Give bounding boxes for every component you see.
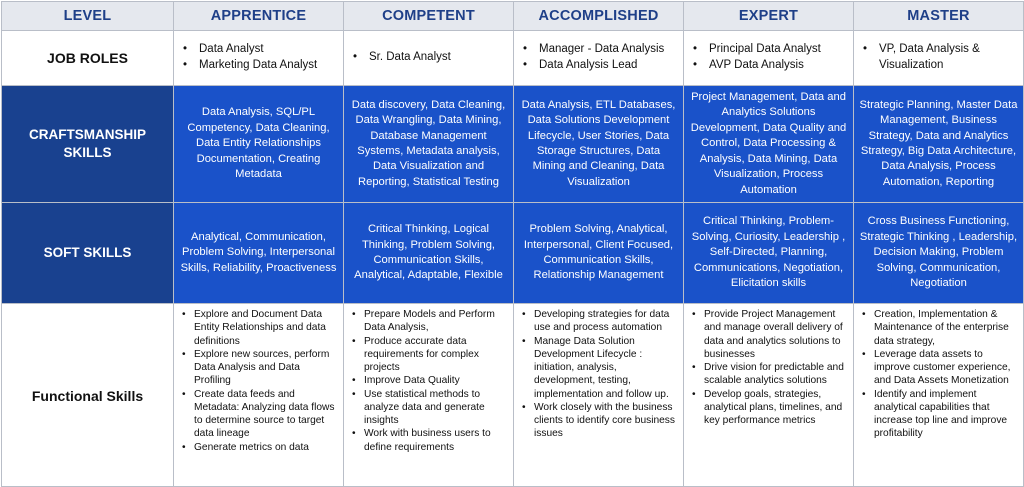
- functional-competent: [344, 304, 514, 487]
- functional-expert: [684, 304, 854, 487]
- header-competent: COMPETENT: [344, 2, 514, 31]
- soft-skills-apprentice: Analytical, Communication, Problem Solving, Interpersonal Skills, Reliability, Proactiveness: [174, 203, 344, 304]
- functional-accomplished: [514, 304, 684, 487]
- soft-skills-label: SOFT SKILLS: [2, 203, 174, 304]
- craftsmanship-expert: Project Management, Data and Analytics Solutions Development, Data Quality and Control, Data Processing & Analysis, Data Mining, Data Visualization, Process Automation: [684, 86, 854, 203]
- list-item: • Work closely with the business clients to identify core business issues: [534, 401, 678, 441]
- job-roles-list: [349, 50, 508, 65]
- functional-master: [854, 304, 1024, 487]
- header-master: MASTER: [854, 2, 1024, 31]
- list-item: • VP, Data Analysis & Visualization: [879, 42, 1018, 72]
- soft-skills-master: Cross Business Functioning, Strategic Thinking , Leadership, Decision Making, Problem Solving, Communication, Negotiation: [854, 203, 1024, 304]
- level-header: LEVEL: [2, 2, 174, 31]
- list-item: • Provide Project Management and manage overall delivery of data and analytics solutions to businesses: [704, 308, 848, 361]
- job-roles-master: [854, 31, 1024, 86]
- functional-skills-row: [2, 304, 1024, 487]
- list-item: • Manage Data Solution Development Lifecycle : initiation, analysis, development, testing, implementation and follow up.: [534, 335, 678, 401]
- craftsmanship-competent: Data discovery, Data Cleaning, Data Wrangling, Data Mining, Database Management Systems, Metadata analysis, Data Visualization and Reporting, Statistical Testing: [344, 86, 514, 203]
- job-roles-row: [2, 31, 1024, 86]
- functional-list: [179, 308, 338, 454]
- craftsmanship-label: [2, 86, 174, 203]
- list-item: • Principal Data Analyst: [709, 42, 848, 57]
- list-item: • Generate metrics on data: [194, 441, 338, 454]
- job-roles-apprentice: [174, 31, 344, 86]
- skills-matrix-table: [1, 1, 1024, 487]
- soft-skills-competent: Critical Thinking, Logical Thinking, Problem Solving, Communication Skills, Analytical, Adaptable, Flexible: [344, 203, 514, 304]
- job-roles-list: [179, 42, 338, 73]
- list-item: • AVP Data Analysis: [709, 58, 848, 73]
- craftsmanship-label-line1: CRAFTSMANSHIP: [29, 126, 146, 142]
- list-item: • Data Analysis Lead: [539, 58, 678, 73]
- list-item: • Use statistical methods to analyze data and generate insights: [364, 388, 508, 428]
- list-item: • Creation, Implementation & Maintenance of the enterprise data strategy,: [874, 308, 1018, 348]
- header-apprentice: APPRENTICE: [174, 2, 344, 31]
- craftsmanship-master: Strategic Planning, Master Data Management, Business Strategy, Data and Analytics Strategy, Big Data Architecture, Data Analysis, Process Automation, Reporting: [854, 86, 1024, 203]
- craftsmanship-row: [2, 86, 1024, 203]
- functional-list: [689, 308, 848, 427]
- list-item: • Produce accurate data requirements for complex projects: [364, 335, 508, 375]
- job-roles-label: JOB ROLES: [2, 31, 174, 86]
- functional-list: [519, 308, 678, 441]
- list-item: • Data Analyst: [199, 42, 338, 57]
- list-item: • Develop goals, strategies, analytical plans, timelines, and key performance metrics: [704, 388, 848, 428]
- list-item: • Create data feeds and Metadata: Analyzing data flows to determine source to target data lineage: [194, 388, 338, 441]
- list-item: • Work with business users to define requirements: [364, 427, 508, 454]
- craftsmanship-apprentice: Data Analysis, SQL/PL Competency, Data Cleaning, Data Entity Relationships Documentation, Creating Metadata: [174, 86, 344, 203]
- soft-skills-expert: Critical Thinking, Problem-Solving, Curiosity, Leadership , Self-Directed, Planning, Communications, Negotiation, Elicitation skills: [684, 203, 854, 304]
- craftsmanship-accomplished: Data Analysis, ETL Databases, Data Solutions Development Lifecycle, User Stories, Data Storage Structures, Data Mining and Cleaning, Data Visualization: [514, 86, 684, 203]
- list-item: • Marketing Data Analyst: [199, 58, 338, 73]
- list-item: • Identify and implement analytical capabilities that increase top line and improve profitability: [874, 388, 1018, 441]
- list-item: • Explore and Document Data Entity Relationships and data definitions: [194, 308, 338, 348]
- list-item: • Drive vision for predictable and scalable analytics solutions: [704, 361, 848, 388]
- job-roles-competent: [344, 31, 514, 86]
- list-item: • Explore new sources, perform Data Analysis and Data Profiling: [194, 348, 338, 388]
- job-roles-list: [689, 42, 848, 73]
- job-roles-accomplished: [514, 31, 684, 86]
- list-item: • Improve Data Quality: [364, 374, 508, 387]
- header-row: [2, 2, 1024, 31]
- soft-skills-row: [2, 203, 1024, 304]
- functional-apprentice: [174, 304, 344, 487]
- list-item: • Developing strategies for data use and process automation: [534, 308, 678, 335]
- list-item: • Sr. Data Analyst: [369, 50, 508, 65]
- list-item: • Manager - Data Analysis: [539, 42, 678, 57]
- header-accomplished: ACCOMPLISHED: [514, 2, 684, 31]
- soft-skills-accomplished: Problem Solving, Analytical, Interpersonal, Client Focused, Communication Skills, Relationship Management: [514, 203, 684, 304]
- craftsmanship-label-line2: SKILLS: [63, 145, 112, 160]
- list-item: • Leverage data assets to improve customer experience, and Data Assets Monetization: [874, 348, 1018, 388]
- job-roles-list: [519, 42, 678, 73]
- functional-list: [859, 308, 1018, 441]
- header-expert: EXPERT: [684, 2, 854, 31]
- list-item: • Prepare Models and Perform Data Analysis,: [364, 308, 508, 335]
- job-roles-expert: [684, 31, 854, 86]
- functional-skills-label: Functional Skills: [2, 304, 174, 487]
- job-roles-list: [859, 42, 1018, 72]
- functional-list: [349, 308, 508, 454]
